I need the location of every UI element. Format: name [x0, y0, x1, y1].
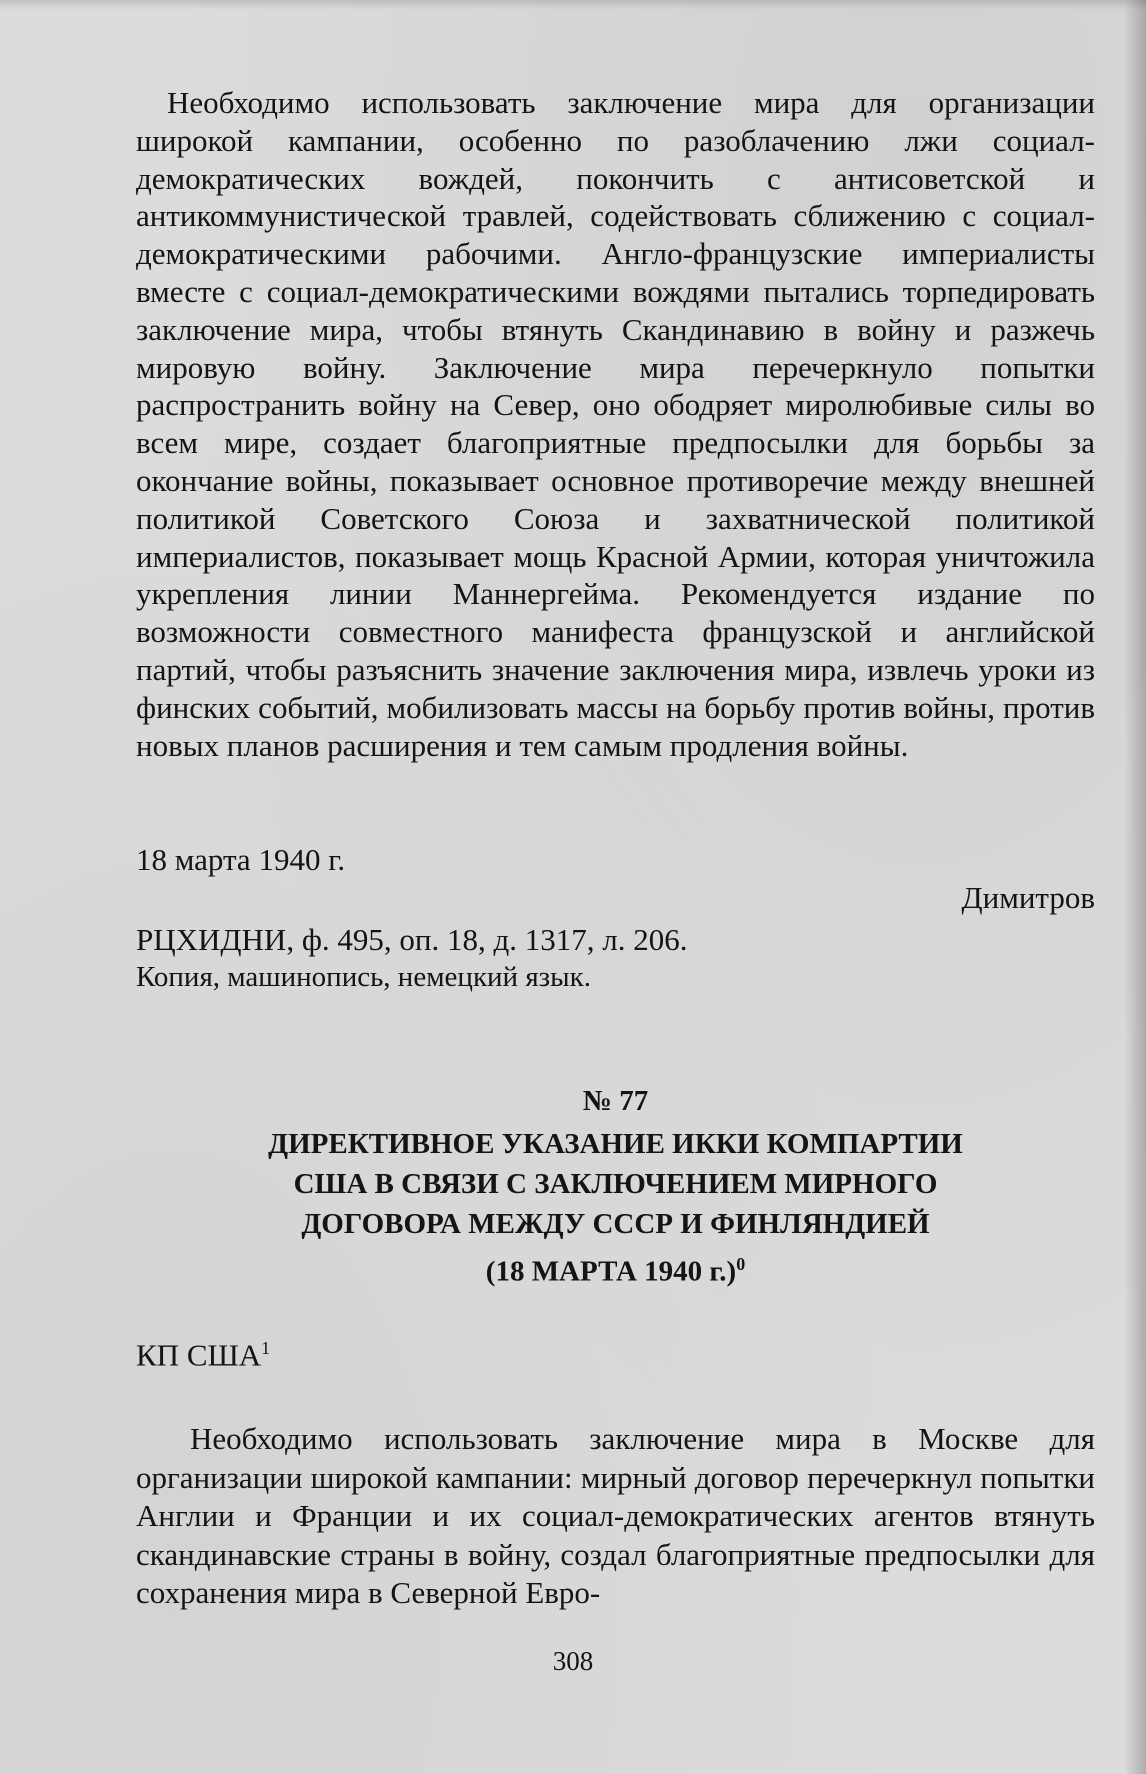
- addressee: [136, 1330, 1095, 1373]
- page-number: 308: [552, 1646, 594, 1676]
- previous-document-paragraph: Необходимо использовать заключение мира для организации широкой кампании, особенно по разоблачению лжи социал-демократических вождей, покончить с антисоветской и антикоммунистической травлей, содействовать сближению с социал-демократическими рабочими. Англо-французские империалисты вместе с социал-демократическими вождями пытались торпедировать заключение мира, чтобы втянуть Скандинавию в войну и разжечь мировую войну. Заключение мира перечеркнуло попытки распространить войну на Север, оно ободряет миролюбивые силы во всем мире, создает благоприятные предпосылки для борьбы за окончание войны, показывает основное противоречие между внешней политикой Советского Союза и захватнической политикой империалистов, показывает мощь Красной Армии, которая уничтожила укрепления линии Маннергейма. Рекомендуется издание по возможности совместного манифеста французской и английской партий, чтобы разъяснить значение заключения мира, извлечь уроки из финских событий, мобилизовать массы на борьбу против войны, против новых планов расширения и тем самым продления войны.: [136, 85, 1095, 763]
- previous-document-date: 18 марта 1940 г.: [136, 842, 346, 877]
- document-body-paragraph: Необходимо использовать заключение мира в Москве для организации широкой кампании: мирный договор перечеркнул попытки Англии и Франции и их социал-демократических агентов втянуть скандинавские страны в войну, создал благоприятные предпосылки для сохранения мира в Северной Евро-: [136, 1421, 1095, 1610]
- title-footnote-mark: 0: [736, 1254, 746, 1274]
- archive-reference: РЦХИДНИ, ф. 495, оп. 18, д. 1317, л. 206.: [136, 922, 688, 957]
- addressee-text: КП США: [136, 1337, 262, 1373]
- document-title-date: (18 МАРТА 1940 г.): [485, 1255, 737, 1288]
- copy-note: Копия, машинопись, немецкий язык.: [136, 961, 591, 993]
- document-number: № 77: [582, 1085, 649, 1117]
- document-title: [136, 1124, 1095, 1292]
- document-title-line-4: [136, 1244, 1095, 1292]
- document-title-line-2: США В СВЯЗИ С ЗАКЛЮЧЕНИЕМ МИРНОГО: [293, 1168, 938, 1200]
- page-binding-shadow: [1124, 0, 1146, 1774]
- page-top-shadow: [0, 0, 1146, 10]
- addressee-footnote-mark: 1: [261, 1338, 271, 1358]
- document-title-line-1: ДИРЕКТИВНОЕ УКАЗАНИЕ ИККИ КОМПАРТИИ: [268, 1128, 963, 1160]
- document-title-line-3: ДОГОВОРА МЕЖДУ СССР И ФИНЛЯНДИЕЙ: [301, 1208, 930, 1240]
- previous-document-signature: Димитров: [961, 880, 1095, 915]
